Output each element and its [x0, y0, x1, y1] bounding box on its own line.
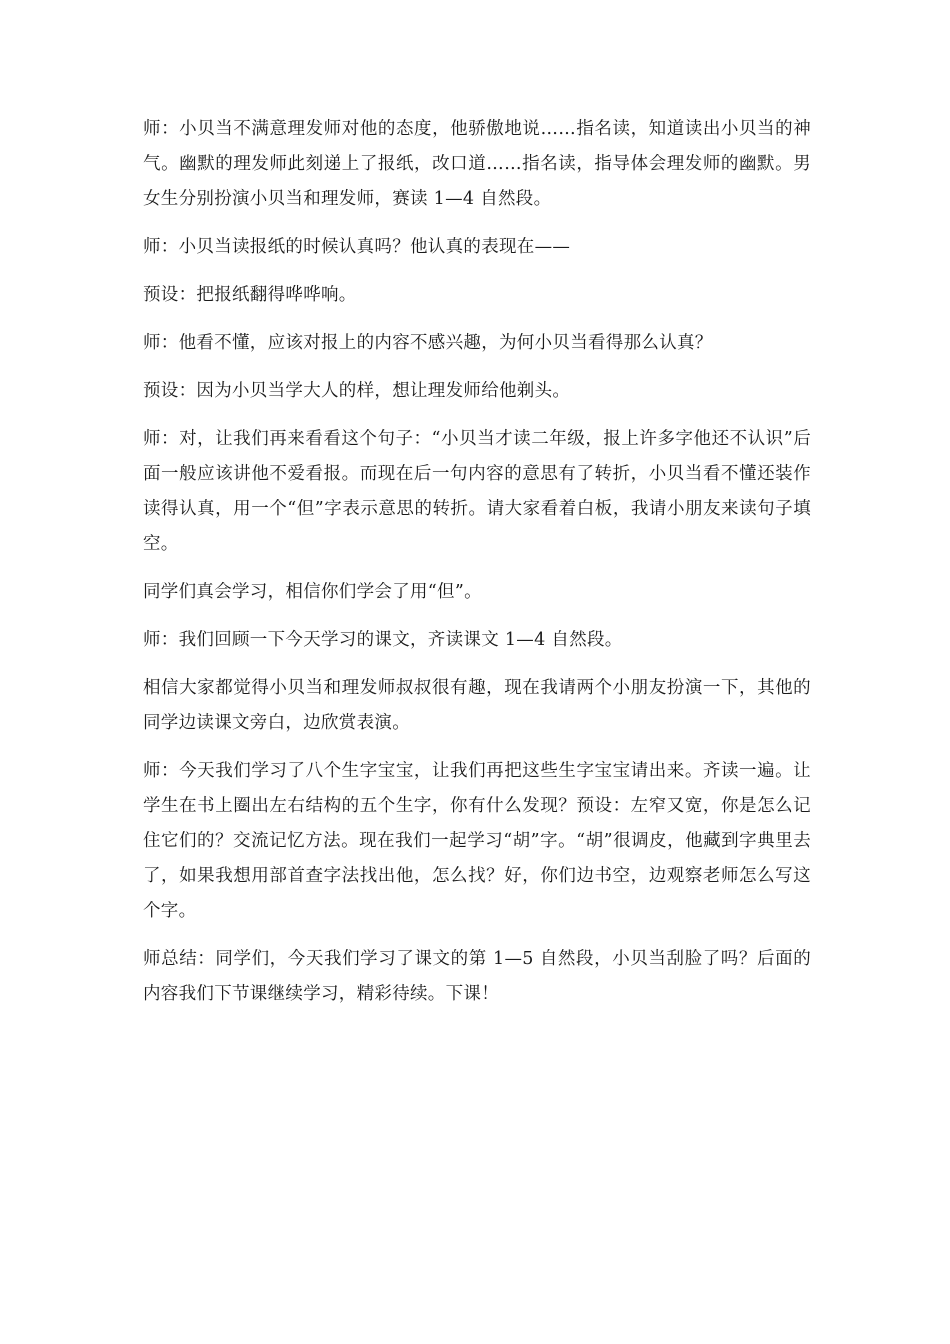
paragraph-1: 师：小贝当不满意理发师对他的态度，他骄傲地说……指名读，知道读出小贝当的神气。幽默的理发师此刻递上了报纸，改口道……指名读，指导体会理发师的幽默。男女生分别扮演小贝当和理发师，赛读 1—4 自然段。 [143, 119, 811, 209]
paragraph-5: 预设：因为小贝当学大人的样，想让理发师给他剃头。 [143, 381, 571, 401]
paragraph-9: 相信大家都觉得小贝当和理发师叔叔很有趣，现在我请两个小朋友扮演一下，其他的同学边读课文旁白，边欣赏表演。 [143, 678, 811, 733]
document-body [143, 112, 811, 1025]
paragraph-6: 师：对，让我们再来看看这个句子：“小贝当才读二年级，报上许多字他还不认识”后面一般应该讲他不爱看报。而现在后一句内容的意思有了转折，小贝当看不懂还装作读得认真，用一个“但”字表示意思的转折。请大家看着白板，我请小朋友来读句子填空。 [143, 429, 811, 554]
paragraph-11: 师总结：同学们，今天我们学习了课文的第 1—5 自然段，小贝当刮脸了吗？后面的内容我们下节课继续学习，精彩待续。下课！ [143, 949, 811, 1004]
paragraph-8: 师：我们回顾一下今天学习的课文，齐读课文 1—4 自然段。 [143, 630, 623, 650]
paragraph-2: 师：小贝当读报纸的时候认真吗？他认真的表现在—— [143, 237, 571, 257]
paragraph-7: 同学们真会学习，相信你们学会了用“但”。 [143, 582, 482, 602]
paragraph-10: 师：今天我们学习了八个生字宝宝，让我们再把这些生字宝宝请出来。齐读一遍。让学生在书上圈出左右结构的五个生字，你有什么发现？预设：左窄又宽，你是怎么记住它们的？交流记忆方法。现在我们一起学习“胡”字。“胡”很调皮，他藏到字典里去了，如果我想用部首查字法找出他，怎么找？好，你们边书空，边观察老师怎么写这个字。 [143, 761, 811, 921]
paragraph-4: 师：他看不懂，应该对报上的内容不感兴趣，为何小贝当看得那么认真？ [143, 333, 713, 353]
paragraph-3: 预设：把报纸翻得哗哗响。 [143, 285, 357, 305]
